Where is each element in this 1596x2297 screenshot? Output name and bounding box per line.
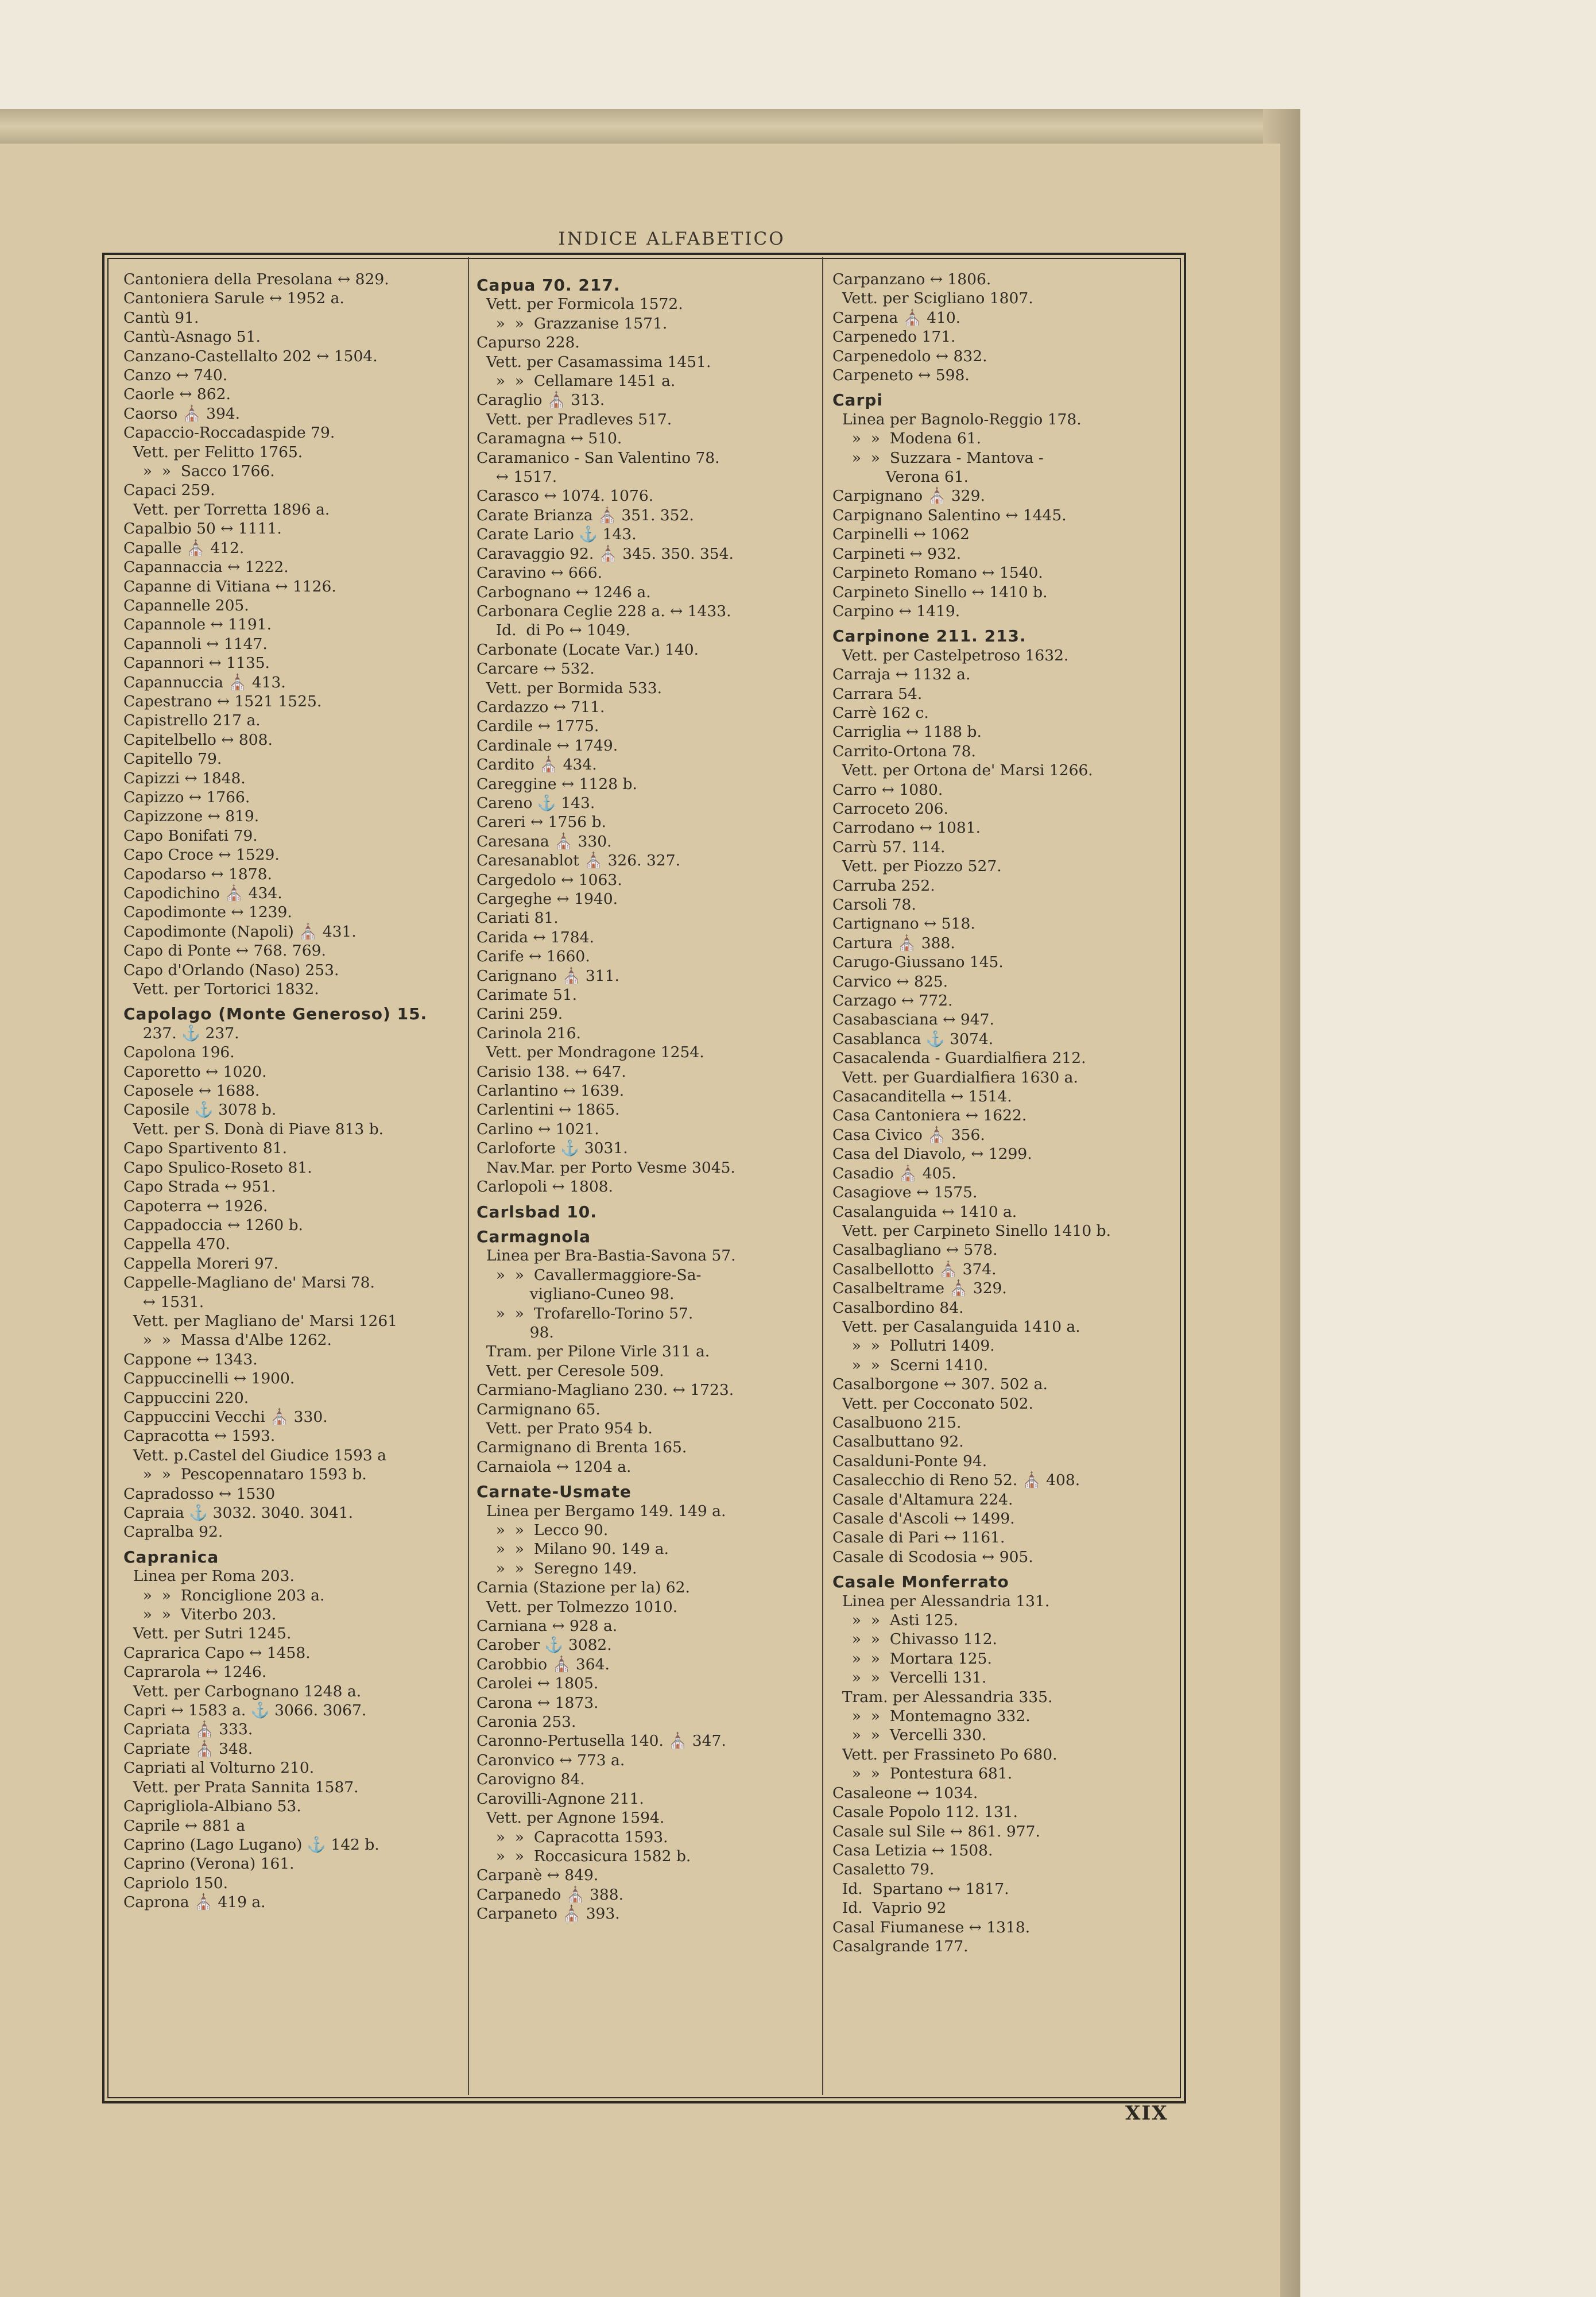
index-entry: Canzano-Castellalto 202 ↔ 1504. xyxy=(123,347,378,365)
index-entry: Capalle ⛪ 412. xyxy=(123,539,245,557)
index-entry: Cantù-Asnago 51. xyxy=(123,328,261,346)
index-entry: Vett. p.Castel del Giudice 1593 a xyxy=(123,1446,386,1464)
index-entry: Carroceto 206. xyxy=(832,799,948,818)
index-entry: Capitello 79. xyxy=(123,750,222,768)
index-entry: Carriglia ↔ 1188 b. xyxy=(832,723,982,741)
index-entry: Carpenedo 171. xyxy=(832,328,956,346)
index-entry: Casalbagliano ↔ 578. xyxy=(832,1241,998,1259)
index-entry: Vett. per Tolmezzo 1010. xyxy=(477,1598,678,1616)
index-entry: Cargedolo ↔ 1063. xyxy=(477,871,622,889)
index-entry: Cappella Moreri 97. xyxy=(123,1254,279,1273)
index-entry: Caravino ↔ 666. xyxy=(477,564,603,582)
index-entry: Casalborgone ↔ 307. 502 a. xyxy=(832,1375,1048,1394)
index-entry: Carobbio ⛪ 364. xyxy=(477,1655,610,1673)
column-divider xyxy=(468,257,469,2095)
index-entry: » » Lecco 90. xyxy=(477,1521,609,1539)
index-entry: Caorso ⛪ 394. xyxy=(123,404,241,423)
index-entry: Carnaiola ↔ 1204 a. xyxy=(477,1457,632,1476)
index-entry: Carzago ↔ 772. xyxy=(832,992,953,1010)
index-entry: Carife ↔ 1660. xyxy=(477,948,590,966)
index-entry: Carini 259. xyxy=(477,1005,563,1023)
index-entry: Casale Monferrato xyxy=(832,1572,1009,1592)
index-entry: Capalbio 50 ↔ 1111. xyxy=(123,520,282,538)
page-number: XIX xyxy=(1125,2102,1168,2125)
index-entry: Casale d'Altamura 224. xyxy=(832,1490,1013,1509)
index-entry: Carona ↔ 1873. xyxy=(477,1693,599,1712)
index-entry: Casalanguida ↔ 1410 a. xyxy=(832,1202,1017,1221)
index-entry: Capodimonte (Napoli) ⛪ 431. xyxy=(123,922,357,941)
index-entry: Vett. per Formicola 1572. xyxy=(477,295,683,314)
index-entry: Vett. per Casamassima 1451. xyxy=(477,353,711,371)
index-entry: Carruba 252. xyxy=(832,876,935,895)
index-entry: Casale sul Sile ↔ 861. 977. xyxy=(832,1822,1040,1840)
index-entry: » » Cellamare 1451 a. xyxy=(477,372,676,390)
column-divider xyxy=(822,257,823,2095)
index-entry: » » Seregno 149. xyxy=(477,1559,637,1577)
index-entry: Carida ↔ 1784. xyxy=(477,928,594,946)
index-entry: Vett. per Cocconato 502. xyxy=(832,1394,1033,1413)
index-entry: Carovilli-Agnone 211. xyxy=(477,1789,644,1808)
index-entry: Caresana ⛪ 330. xyxy=(477,832,612,850)
index-entry: Carnate-Usmate xyxy=(477,1482,632,1502)
index-entry: Cappone ↔ 1343. xyxy=(123,1350,258,1368)
index-entry: Cardinale ↔ 1749. xyxy=(477,736,618,755)
index-entry: Casale di Pari ↔ 1161. xyxy=(832,1529,1005,1547)
index-entry: Cappelle-Magliano de' Marsi 78. xyxy=(123,1274,375,1292)
index-entry: Vett. per Castelpetroso 1632. xyxy=(832,646,1069,664)
index-entry: Carpineto Sinello ↔ 1410 b. xyxy=(832,583,1048,601)
index-entry: » » Asti 125. xyxy=(832,1611,959,1630)
index-entry: Capannuccia ⛪ 413. xyxy=(123,673,286,691)
index-entry: Casabasciana ↔ 947. xyxy=(832,1011,994,1029)
index-entry: » » Modena 61. xyxy=(832,430,981,448)
index-entry: Caprino (Lago Lugano) ⚓ 142 b. xyxy=(123,1835,379,1854)
index-entry: Carvico ↔ 825. xyxy=(832,972,948,991)
index-entry: Caorle ↔ 862. xyxy=(123,385,231,404)
index-entry: Casalbordino 84. xyxy=(832,1298,964,1317)
index-entry: Capua 70. 217. xyxy=(477,276,621,295)
index-entry: » » Vercelli 131. xyxy=(832,1669,987,1687)
index-entry: Caramagna ↔ 510. xyxy=(477,430,622,448)
index-entry: Carignano ⛪ 311. xyxy=(477,966,619,985)
index-entry: vigliano-Cuneo 98. xyxy=(477,1285,675,1304)
index-entry: Cartignano ↔ 518. xyxy=(832,915,975,933)
index-entry: Carpinelli ↔ 1062 xyxy=(832,525,970,544)
index-entry: Capo d'Orlando (Naso) 253. xyxy=(123,961,339,979)
index-entry: » » Suzzara - Mantova - xyxy=(832,448,1044,467)
index-entry: Linea per Bergamo 149. 149 a. xyxy=(477,1502,726,1520)
index-entry: » » Roccasicura 1582 b. xyxy=(477,1847,691,1865)
index-entry: Capo Strada ↔ 951. xyxy=(123,1178,276,1196)
index-entry: Capri ↔ 1583 a. ⚓ 3066. 3067. xyxy=(123,1702,367,1720)
index-entry: Capo Bonifati 79. xyxy=(123,826,258,845)
index-entry: Vett. per Ceresole 509. xyxy=(477,1362,664,1380)
index-entry: » » Chivasso 112. xyxy=(832,1630,997,1649)
index-entry: Carovigno 84. xyxy=(477,1770,585,1789)
index-entry: Canzo ↔ 740. xyxy=(123,366,228,385)
index-entry: » » Montemagno 332. xyxy=(832,1707,1031,1726)
index-entry: Vett. per Frassineto Po 680. xyxy=(832,1745,1057,1764)
index-entry: Caronvico ↔ 773 a. xyxy=(477,1751,625,1769)
index-entry: Tram. per Alessandria 335. xyxy=(832,1688,1053,1706)
index-entry: Carrù 57. 114. xyxy=(832,838,946,856)
index-entry: Careggine ↔ 1128 b. xyxy=(477,775,637,793)
index-entry: Caravaggio 92. ⛪ 345. 350. 354. xyxy=(477,544,734,563)
index-entry: Cardito ⛪ 434. xyxy=(477,756,597,774)
index-entry: » » Pollutri 1409. xyxy=(832,1337,995,1355)
index-entry: Capranica xyxy=(123,1547,219,1567)
index-entry: Linea per Roma 203. xyxy=(123,1567,295,1586)
index-entry: Carbonate (Locate Var.) 140. xyxy=(477,640,699,659)
index-entry: Casal Fiumanese ↔ 1318. xyxy=(832,1918,1031,1936)
index-entry: Cappuccinelli ↔ 1900. xyxy=(123,1370,295,1388)
index-entry: Capistrello 217 a. xyxy=(123,711,261,730)
index-entry: Carolei ↔ 1805. xyxy=(477,1675,599,1693)
index-entry: Capriata ⛪ 333. xyxy=(123,1720,253,1739)
index-entry: Capriate ⛪ 348. xyxy=(123,1739,253,1758)
index-entry: Carsoli 78. xyxy=(832,896,916,914)
index-entry: Carate Brianza ⛪ 351. 352. xyxy=(477,506,694,524)
index-entry: Capodichino ⛪ 434. xyxy=(123,884,282,902)
index-entry: Carmignano di Brenta 165. xyxy=(477,1438,687,1457)
index-entry: Cariati 81. xyxy=(477,909,559,927)
index-entry: Capestrano ↔ 1521 1525. xyxy=(123,692,322,710)
index-entry: Caprigliola-Albiano 53. xyxy=(123,1797,301,1816)
index-entry: Linea per Bagnolo-Reggio 178. xyxy=(832,410,1082,428)
index-entry: Vett. per Prato 954 b. xyxy=(477,1419,653,1437)
index-entry: Capizzone ↔ 819. xyxy=(123,807,259,826)
index-entry: Cantoniera della Presolana ↔ 829. xyxy=(123,270,389,288)
index-entry: Casaleone ↔ 1034. xyxy=(832,1784,978,1802)
index-entry: Capracotta ↔ 1593. xyxy=(123,1427,276,1445)
index-entry: Linea per Bra-Bastia-Savona 57. xyxy=(477,1247,736,1265)
index-entry: Capaccio-Roccadaspide 79. xyxy=(123,424,335,442)
index-entry: Carcare ↔ 532. xyxy=(477,660,595,678)
index-entry: ↔ 1531. xyxy=(123,1293,204,1311)
index-entry: Carmiano-Magliano 230. ↔ 1723. xyxy=(477,1381,734,1399)
index-entry: ↔ 1517. xyxy=(477,468,557,486)
index-entry: Caprarola ↔ 1246. xyxy=(123,1663,267,1681)
index-entry: 98. xyxy=(477,1323,554,1341)
index-entry: Caprona ⛪ 419 a. xyxy=(123,1893,266,1912)
index-entry: Carmagnola xyxy=(477,1227,591,1246)
index-entry: Carbognano ↔ 1246 a. xyxy=(477,583,651,601)
index-entry: Casa del Diavolo, ↔ 1299. xyxy=(832,1145,1032,1163)
index-entry: Casalgrande 177. xyxy=(832,1937,969,1955)
index-entry: Vett. per Piozzo 527. xyxy=(832,857,1002,876)
index-entry: Vett. per Carbognano 1248 a. xyxy=(123,1682,362,1700)
index-entry: Vett. per Felitto 1765. xyxy=(123,443,303,461)
index-entry: Carpino ↔ 1419. xyxy=(832,602,960,620)
index-entry: Casadio ⛪ 405. xyxy=(832,1164,956,1182)
index-entry: Carpena ⛪ 410. xyxy=(832,308,961,327)
index-entry: » » Pontestura 681. xyxy=(832,1765,1013,1783)
index-entry: Caposile ⚓ 3078 b. xyxy=(123,1101,277,1119)
index-entry: Carlsbad 10. xyxy=(477,1202,597,1221)
index-entry: Casagiove ↔ 1575. xyxy=(832,1184,978,1202)
index-entry: Id. di Po ↔ 1049. xyxy=(477,621,630,640)
index-entry: Capizzi ↔ 1848. xyxy=(123,769,246,787)
index-entry: Carpanè ↔ 849. xyxy=(477,1866,599,1885)
index-entry: Vett. per Scigliano 1807. xyxy=(832,289,1033,308)
index-entry: Casacanditella ↔ 1514. xyxy=(832,1088,1012,1106)
index-entry: Carlino ↔ 1021. xyxy=(477,1120,599,1138)
index-entry: Carimate 51. xyxy=(477,986,578,1004)
index-entry: Casalbuttano 92. xyxy=(832,1433,964,1451)
index-entry: » » Pescopennataro 1593 b. xyxy=(123,1465,367,1484)
index-entry: Carbonara Ceglie 228 a. ↔ 1433. xyxy=(477,602,731,620)
index-entry: Carrito-Ortona 78. xyxy=(832,742,976,760)
index-entry: Capo Spartivento 81. xyxy=(123,1139,288,1158)
index-entry: Carinola 216. xyxy=(477,1024,581,1042)
index-entry: Carober ⚓ 3082. xyxy=(477,1636,612,1654)
index-entry: » » Vercelli 330. xyxy=(832,1726,987,1745)
index-entry: Capolago (Monte Generoso) 15. xyxy=(123,1004,428,1024)
index-entry: » » Mortara 125. xyxy=(832,1649,992,1668)
index-entry: Capitelbello ↔ 808. xyxy=(123,730,273,749)
index-entry: Vett. per Tortorici 1832. xyxy=(123,980,319,999)
index-entry: Carro ↔ 1080. xyxy=(832,780,943,799)
index-entry: Vett. per Torretta 1896 a. xyxy=(123,500,330,519)
index-entry: Capriati al Volturno 210. xyxy=(123,1759,315,1777)
index-column-1 xyxy=(123,270,456,2096)
index-entry: Careno ⚓ 143. xyxy=(477,794,595,812)
index-entry: Capanne di Vitiana ↔ 1126. xyxy=(123,577,336,595)
index-entry: Capannoli ↔ 1147. xyxy=(123,635,268,653)
index-entry: Casa Letizia ↔ 1508. xyxy=(832,1841,993,1859)
index-entry: Caronia 253. xyxy=(477,1713,576,1731)
index-entry: Cappuccini Vecchi ⛪ 330. xyxy=(123,1407,328,1426)
index-entry: Cappuccini 220. xyxy=(123,1389,249,1407)
index-entry: Cantoniera Sarule ↔ 1952 a. xyxy=(123,289,344,308)
index-entry: Caresanablot ⛪ 326. 327. xyxy=(477,852,681,870)
running-head: INDICE ALFABETICO xyxy=(558,229,785,249)
index-entry: Carmignano 65. xyxy=(477,1400,601,1418)
index-entry: Casalduni-Ponte 94. xyxy=(832,1452,987,1470)
index-column-3 xyxy=(832,270,1165,2096)
index-entry: Vett. per Magliano de' Marsi 1261 xyxy=(123,1312,398,1330)
index-entry: Capradosso ↔ 1530 xyxy=(123,1484,276,1503)
index-column-2 xyxy=(477,270,809,2096)
index-entry: Carrodano ↔ 1081. xyxy=(832,819,981,837)
index-entry: Casale di Scodosia ↔ 905. xyxy=(832,1548,1033,1566)
index-entry: Capizzo ↔ 1766. xyxy=(123,788,250,806)
index-entry: Verona 61. xyxy=(832,468,969,486)
index-entry: Id. Spartano ↔ 1817. xyxy=(832,1880,1009,1898)
index-entry: Carpanzano ↔ 1806. xyxy=(832,270,991,288)
index-entry: Carrè 162 c. xyxy=(832,703,929,722)
index-entry: Capo Spulico-Roseto 81. xyxy=(123,1158,312,1177)
index-entry: » » Viterbo 203. xyxy=(123,1606,277,1624)
index-entry: Carnia (Stazione per la) 62. xyxy=(477,1579,690,1597)
index-entry: Cardile ↔ 1775. xyxy=(477,717,599,736)
index-entry: Cappadoccia ↔ 1260 b. xyxy=(123,1216,303,1234)
index-entry: Tram. per Pilone Virle 311 a. xyxy=(477,1343,710,1361)
index-entry: Carisio 138. ↔ 647. xyxy=(477,1062,626,1081)
index-entry: Capriolo 150. xyxy=(123,1874,228,1892)
index-entry: Casale Popolo 112. 131. xyxy=(832,1803,1018,1822)
index-entry: Vett. per Prata Sannita 1587. xyxy=(123,1778,359,1796)
index-entry: Cartura ⛪ 388. xyxy=(832,934,955,952)
index-entry: » » Massa d'Albe 1262. xyxy=(123,1331,332,1349)
index-entry: Carpanedo ⛪ 388. xyxy=(477,1885,624,1904)
index-entry: Casalbeltrame ⛪ 329. xyxy=(832,1279,1007,1298)
index-entry: Carlopoli ↔ 1808. xyxy=(477,1178,613,1196)
index-entry: Vett. per Sutri 1245. xyxy=(123,1625,292,1643)
index-entry: Carasco ↔ 1074. 1076. xyxy=(477,487,654,505)
index-entry: Carpeneto ↔ 598. xyxy=(832,366,970,385)
index-entry: Carloforte ⚓ 3031. xyxy=(477,1139,628,1158)
index-entry: Capoterra ↔ 1926. xyxy=(123,1197,268,1215)
index-entry: Vett. per Ortona de' Marsi 1266. xyxy=(832,761,1093,780)
index-entry: 237. ⚓ 237. xyxy=(123,1024,239,1042)
index-entry: Caprile ↔ 881 a xyxy=(123,1816,246,1835)
index-entry: Caprino (Verona) 161. xyxy=(123,1855,295,1873)
index-entry: Carlentini ↔ 1865. xyxy=(477,1101,620,1119)
index-entry: Capannelle 205. xyxy=(123,596,249,614)
index-entry: Carlantino ↔ 1639. xyxy=(477,1082,625,1100)
index-entry: Casablanca ⚓ 3074. xyxy=(832,1030,994,1048)
index-entry: Carpi xyxy=(832,390,883,410)
index-entry: Capurso 228. xyxy=(477,334,580,352)
index-entry: Cardazzo ↔ 711. xyxy=(477,698,605,716)
index-entry: Casalbellotto ⛪ 374. xyxy=(832,1260,997,1278)
index-entry: Caramanico - San Valentino 78. xyxy=(477,448,720,467)
index-entry: Carniana ↔ 928 a. xyxy=(477,1617,618,1635)
index-entry: Caprarica Capo ↔ 1458. xyxy=(123,1644,311,1662)
index-entry: Capo Croce ↔ 1529. xyxy=(123,846,280,864)
index-entry: Id. Vaprio 92 xyxy=(832,1899,947,1917)
index-entry: Caronno-Pertusella 140. ⛪ 347. xyxy=(477,1732,726,1750)
index-entry: Casacalenda - Guardialfiera 212. xyxy=(832,1049,1086,1068)
index-entry: Vett. per Agnone 1594. xyxy=(477,1809,665,1827)
index-entry: Capannori ↔ 1135. xyxy=(123,654,270,672)
index-entry: » » Sacco 1766. xyxy=(123,462,275,481)
index-entry: Caporetto ↔ 1020. xyxy=(123,1062,267,1081)
index-entry: Vett. per Carpineto Sinello 1410 b. xyxy=(832,1221,1111,1240)
index-entry: Cappella 470. xyxy=(123,1235,230,1254)
index-entry: Carpineto Romano ↔ 1540. xyxy=(832,564,1043,582)
index-entry: Capolona 196. xyxy=(123,1043,235,1062)
index-entry: Caraglio ⛪ 313. xyxy=(477,391,605,409)
index-entry: Vett. per S. Donà di Piave 813 b. xyxy=(123,1120,384,1138)
index-entry: Careri ↔ 1756 b. xyxy=(477,813,606,832)
index-entry: Capannole ↔ 1191. xyxy=(123,616,272,634)
index-entry: Capo di Ponte ↔ 768. 769. xyxy=(123,942,326,960)
index-entry: » » Scerni 1410. xyxy=(832,1356,988,1374)
index-entry: Carugo-Giussano 145. xyxy=(832,953,1004,972)
index-entry: Capannaccia ↔ 1222. xyxy=(123,558,289,577)
index-entry: Carate Lario ⚓ 143. xyxy=(477,525,637,544)
index-entry: Casale d'Ascoli ↔ 1499. xyxy=(832,1510,1015,1528)
index-entry: Nav.Mar. per Porto Vesme 3045. xyxy=(477,1158,735,1177)
index-entry: Capralba 92. xyxy=(123,1523,223,1541)
index-entry: » » Ronciglione 203 a. xyxy=(123,1586,325,1604)
index-entry: Linea per Alessandria 131. xyxy=(832,1592,1050,1610)
index-entry: Casa Civico ⛪ 356. xyxy=(832,1126,985,1144)
index-entry: Carpineti ↔ 932. xyxy=(832,544,962,563)
index-entry: Vett. per Guardialfiera 1630 a. xyxy=(832,1068,1078,1086)
index-entry: Carrara 54. xyxy=(832,685,923,703)
index-entry: Cargeghe ↔ 1940. xyxy=(477,890,618,908)
index-entry: Capodimonte ↔ 1239. xyxy=(123,903,292,922)
index-entry: » » Cavallermaggiore-Sa- xyxy=(477,1266,702,1284)
index-entry: Casaletto 79. xyxy=(832,1861,935,1879)
index-entry: Carpaneto ⛪ 393. xyxy=(477,1905,620,1923)
index-entry: Carpignano ⛪ 329. xyxy=(832,487,985,505)
index-entry: Cantù 91. xyxy=(123,308,199,327)
index-entry: Vett. per Bormida 533. xyxy=(477,679,663,697)
index-entry: Carpignano Salentino ↔ 1445. xyxy=(832,506,1067,524)
index-entry: Casa Cantoniera ↔ 1622. xyxy=(832,1107,1027,1125)
index-entry: Carraja ↔ 1132 a. xyxy=(832,666,971,684)
index-entry: Capaci 259. xyxy=(123,481,215,500)
index-entry: » » Trofarello-Torino 57. xyxy=(477,1304,694,1322)
index-entry: Vett. per Mondragone 1254. xyxy=(477,1043,704,1062)
index-entry: Carpenedolo ↔ 832. xyxy=(832,347,987,365)
index-entry: Caposele ↔ 1688. xyxy=(123,1082,260,1100)
index-entry: » » Milano 90. 149 a. xyxy=(477,1540,669,1559)
index-entry: Casalbuono 215. xyxy=(832,1413,962,1432)
index-entry: Vett. per Casalanguida 1410 a. xyxy=(832,1317,1080,1336)
index-entry: » » Grazzanise 1571. xyxy=(477,314,668,332)
index-entry: Capraia ⚓ 3032. 3040. 3041. xyxy=(123,1504,354,1522)
index-entry: Casalecchio di Reno 52. ⛪ 408. xyxy=(832,1471,1080,1490)
index-entry: Capodarso ↔ 1878. xyxy=(123,865,272,883)
index-entry: » » Capracotta 1593. xyxy=(477,1828,668,1846)
index-entry: Carpinone 211. 213. xyxy=(832,627,1026,646)
index-entry: Vett. per Pradleves 517. xyxy=(477,410,672,428)
